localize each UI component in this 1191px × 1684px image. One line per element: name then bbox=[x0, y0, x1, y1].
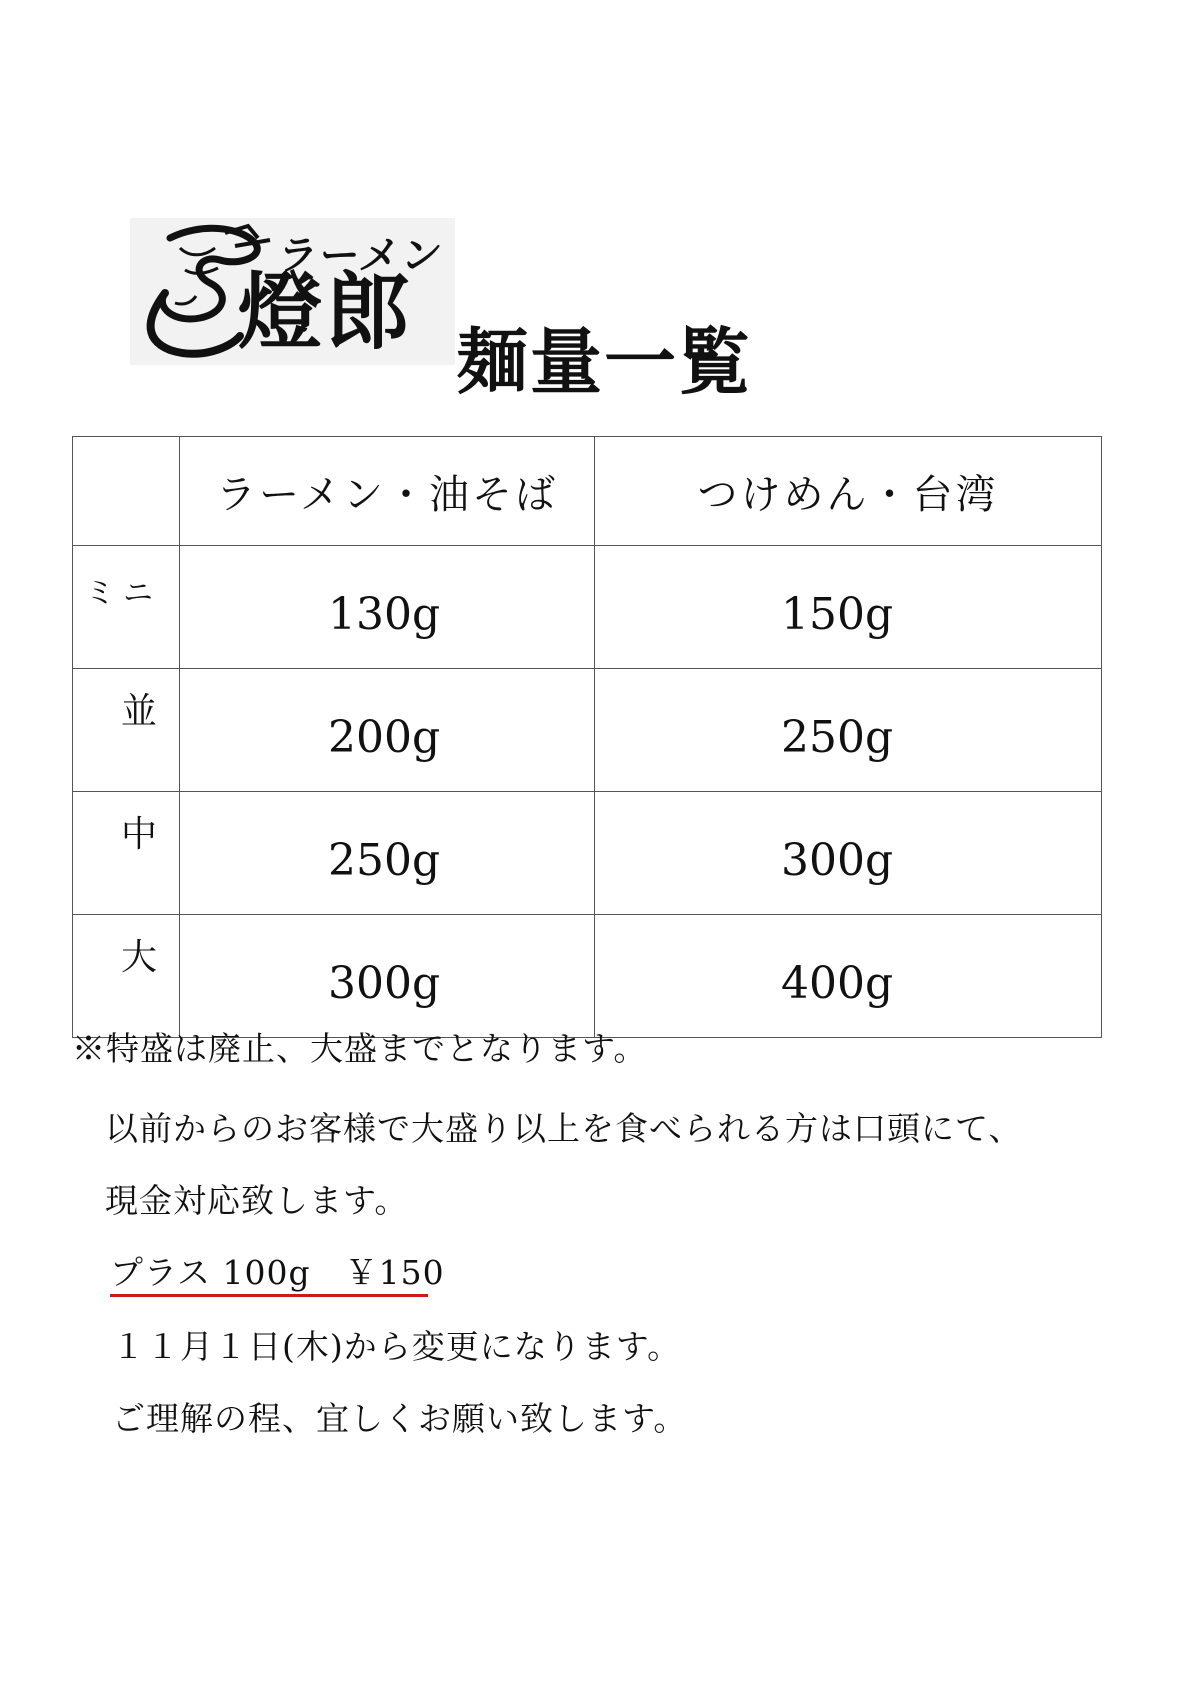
ramen-amount: 300g bbox=[180, 915, 595, 1038]
noodle-amount-table bbox=[72, 436, 1102, 1038]
notice-line-cash: 現金対応致します。 bbox=[105, 1181, 409, 1220]
size-label: 中 bbox=[121, 814, 158, 855]
notice-line-previous-customers: 以前からのお客様で大盛り以上を食べられる方は口頭にて、 bbox=[105, 1109, 1023, 1148]
logo-sub-text: ラーメン bbox=[274, 232, 447, 279]
price-underline bbox=[110, 1294, 428, 1297]
ramen-amount: 250g bbox=[180, 792, 595, 915]
tsukemen-amount: 250g bbox=[595, 669, 1102, 792]
table-row bbox=[73, 546, 1102, 669]
page-title: 麺量一覧 bbox=[456, 319, 753, 404]
size-label-cell bbox=[73, 915, 180, 1038]
size-label-cell bbox=[73, 669, 180, 792]
notice-line-discontinued: ※特盛は廃止、大盛までとなります。 bbox=[72, 1029, 648, 1068]
table-row bbox=[73, 792, 1102, 915]
tsukemen-amount: 400g bbox=[595, 915, 1102, 1038]
size-label: 並 bbox=[121, 691, 158, 732]
ramen-amount: 130g bbox=[180, 546, 595, 669]
table-header-row bbox=[73, 437, 1102, 546]
ramen-amount: 200g bbox=[180, 669, 595, 792]
size-label: ミニ bbox=[85, 576, 161, 611]
size-label-cell bbox=[73, 792, 180, 915]
notice-line-thanks: ご理解の程、宜しくお願い致します。 bbox=[112, 1399, 688, 1438]
table-row bbox=[73, 915, 1102, 1038]
size-label: 大 bbox=[121, 937, 158, 978]
table-header-tsukemen: つけめん・台湾 bbox=[595, 437, 1102, 546]
table-header-corner bbox=[73, 437, 180, 546]
notice-line-effective-date: １１月１日(木)から変更になります。 bbox=[112, 1327, 682, 1366]
shop-logo bbox=[130, 218, 455, 365]
size-label-cell bbox=[73, 546, 180, 669]
tsukemen-amount: 150g bbox=[595, 546, 1102, 669]
notice-line-extra-price: プラス 100g ￥150 bbox=[110, 1253, 445, 1292]
tsukemen-amount: 300g bbox=[595, 792, 1102, 915]
table-row bbox=[73, 669, 1102, 792]
logo-shop-name: 燈郎 bbox=[238, 262, 415, 361]
table-header-ramen: ラーメン・油そば bbox=[180, 437, 595, 546]
